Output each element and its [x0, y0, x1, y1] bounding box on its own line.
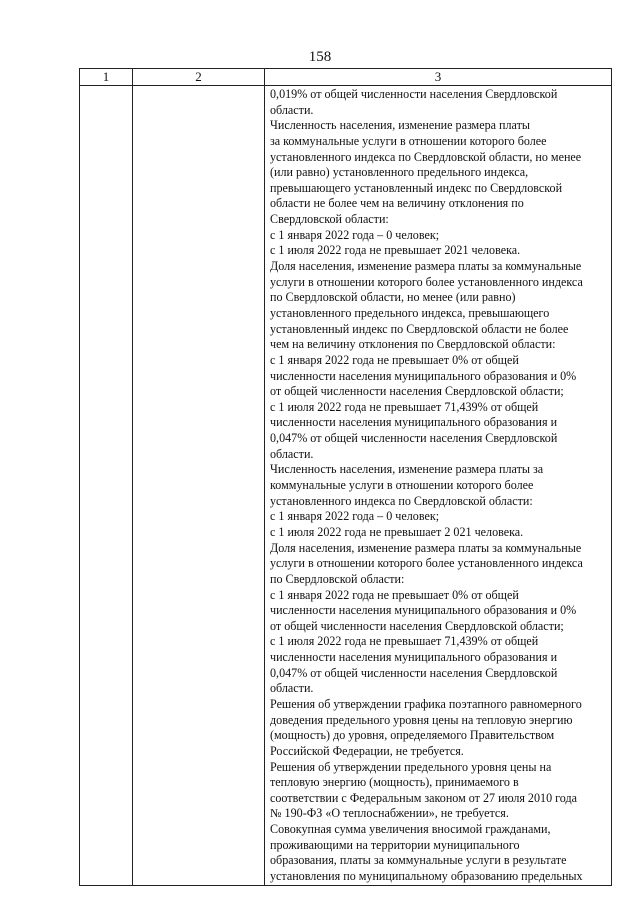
- text-line: за коммунальные услуги в отношении которого более: [270, 133, 547, 148]
- text-line: установления по муниципальному образованию предельных: [270, 869, 583, 884]
- text-line: Доля населения, изменение размера платы за коммунальные: [270, 259, 582, 274]
- text-line: установленный индекс по Свердловской области не более: [270, 321, 569, 336]
- text-line: Российской Федерации, не требуется.: [270, 743, 464, 758]
- text-line: с 1 января 2022 года не превышает 0% от общей: [270, 587, 519, 602]
- text-line: от общей численности населения Свердловской области;: [270, 384, 564, 399]
- text-line: доведения предельного уровня цены на тепловую энергию: [270, 712, 573, 727]
- text-line: по Свердловской области:: [270, 571, 405, 586]
- text-line: Решения об утверждении предельного уровня цены на: [270, 759, 552, 774]
- text-line: с 1 июля 2022 года не превышает 2 021 человека.: [270, 524, 524, 539]
- text-line: численности населения муниципального образования и: [270, 650, 558, 665]
- text-line: с 1 января 2022 года не превышает 0% от общей: [270, 352, 519, 367]
- document-table: [79, 68, 612, 886]
- column-2-cell: [133, 86, 265, 886]
- text-line: превышающего установленный индекс по Свердловской: [270, 180, 563, 195]
- text-line: Совокупная сумма увеличения вносимой гражданами,: [270, 822, 551, 837]
- text-line: установленного предельного индекса, превышающего: [270, 305, 550, 320]
- column-header-3: 3: [265, 69, 612, 86]
- text-line: Свердловской области:: [270, 212, 389, 227]
- text-line: 0,047% от общей численности населения Свердловской: [270, 665, 558, 680]
- text-line: тепловую энергию (мощность), принимаемого в: [270, 775, 519, 790]
- column-3-text: [270, 87, 608, 885]
- column-1-cell: [80, 86, 133, 886]
- column-3-cell: [265, 86, 612, 886]
- text-line: области.: [270, 102, 314, 117]
- text-line: области.: [270, 681, 314, 696]
- text-line: с 1 января 2022 года – 0 человек;: [270, 509, 440, 524]
- text-line: 0,047% от общей численности населения Свердловской: [270, 431, 558, 446]
- text-line: чем на величину отклонения по Свердловской области:: [270, 337, 556, 352]
- text-line: с 1 июля 2022 года не превышает 2021 человека.: [270, 243, 521, 258]
- text-line: установленного индекса по Свердловской области, но менее: [270, 149, 582, 164]
- text-line: области не более чем на величину отклонения по: [270, 196, 524, 211]
- text-line: Численность населения, изменение размера платы за: [270, 462, 544, 477]
- text-line: численности населения муниципального образования и: [270, 415, 558, 430]
- table-header-row: [80, 69, 612, 86]
- text-line: услуги в отношении которого более установленного индекса: [270, 274, 583, 289]
- text-line: соответствии с Федеральным законом от 27 июля 2010 года: [270, 790, 578, 805]
- text-line: Численность населения, изменение размера платы: [270, 118, 530, 133]
- table-row: [80, 86, 612, 886]
- text-line: услуги в отношении которого более установленного индекса: [270, 556, 583, 571]
- text-line: с 1 января 2022 года – 0 человек;: [270, 227, 440, 242]
- text-line: (или равно) установленного предельного индекса,: [270, 165, 529, 180]
- text-line: с 1 июля 2022 года не превышает 71,439% от общей: [270, 634, 539, 649]
- text-line: 0,019% от общей численности населения Свердловской: [270, 87, 558, 101]
- text-line: Доля населения, изменение размера платы за коммунальные: [270, 540, 582, 555]
- column-header-2: 2: [133, 69, 265, 86]
- text-line: от общей численности населения Свердловской области;: [270, 618, 564, 633]
- text-line: численности населения муниципального образования и 0%: [270, 603, 577, 618]
- text-line: (мощность) до уровня, определяемого Правительством: [270, 728, 555, 743]
- text-line: проживающими на территории муниципального: [270, 837, 520, 852]
- page-number: 158: [308, 49, 332, 65]
- text-line: образования, платы за коммунальные услуги в результате: [270, 853, 567, 868]
- text-line: коммунальные услуги в отношении которого более: [270, 478, 534, 493]
- text-line: по Свердловской области, но менее (или равно): [270, 290, 516, 305]
- text-line: Решения об утверждении графика поэтапного равномерного: [270, 696, 582, 711]
- column-header-1: 1: [80, 69, 133, 86]
- text-line: № 190-ФЗ «О теплоснабжении», не требуется.: [270, 806, 509, 821]
- text-line: с 1 июля 2022 года не превышает 71,439% от общей: [270, 399, 539, 414]
- text-line: численности населения муниципального образования и 0%: [270, 368, 577, 383]
- text-line: области.: [270, 446, 314, 461]
- text-line: установленного индекса по Свердловской области:: [270, 493, 533, 508]
